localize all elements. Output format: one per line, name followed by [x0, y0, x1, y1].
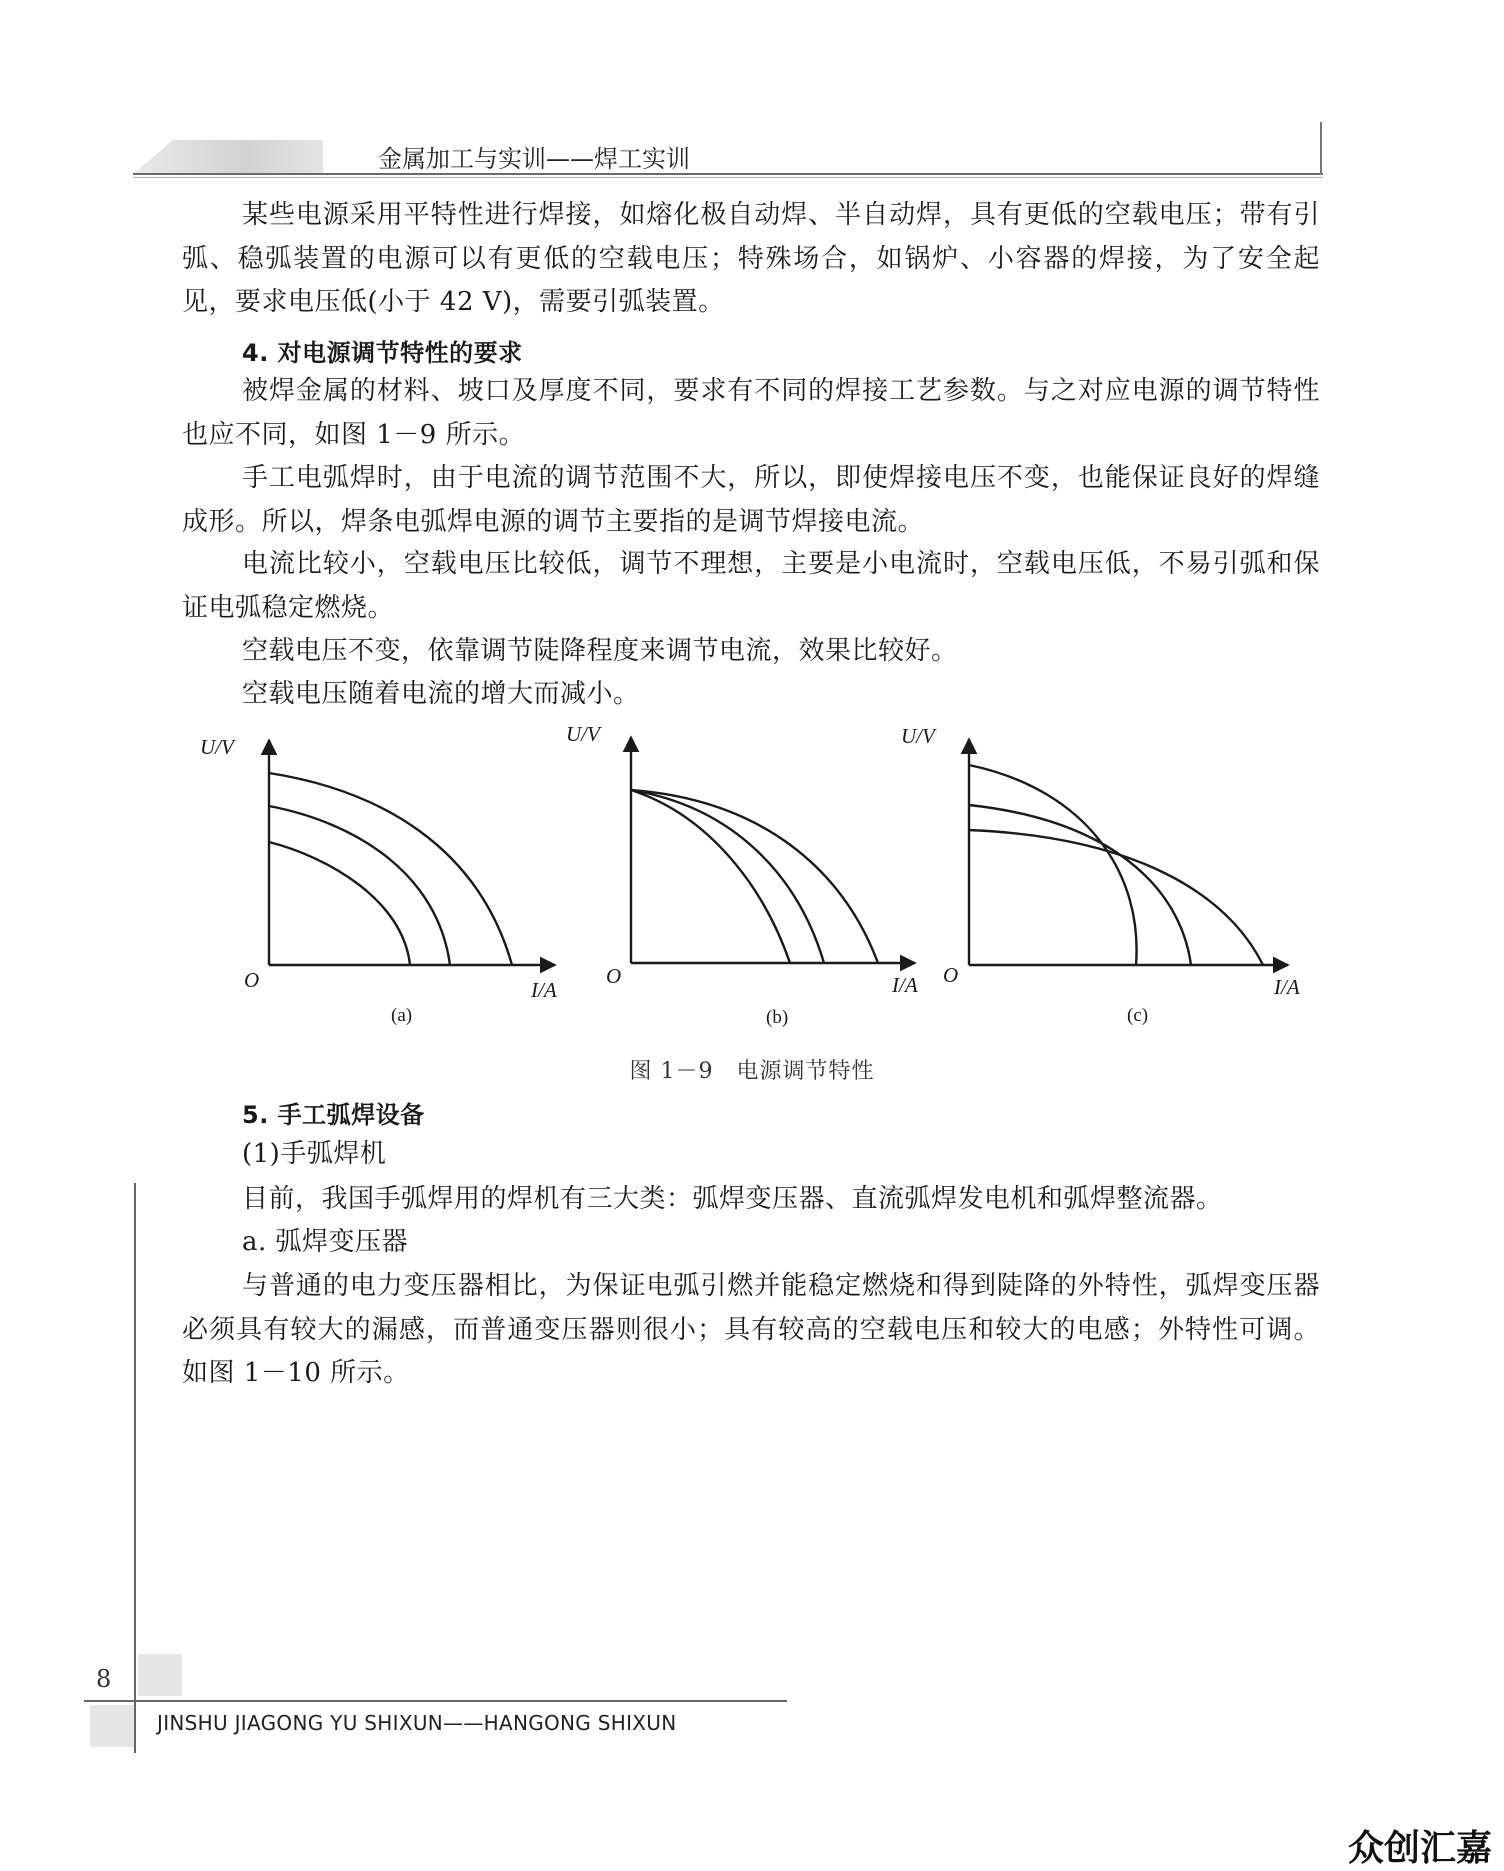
- footer-decoration-square: [90, 1705, 134, 1747]
- panel-a-x-label: I/A: [531, 978, 557, 1002]
- header-rule: [133, 173, 1323, 175]
- paragraph-figure-c-description: 空载电压随着电流的增大而减小。: [242, 679, 640, 709]
- paragraph-arc-welding-transformer: 与普通的电力变压器相比，为保证电弧引燃并能稳定燃烧和得到陡降的外特性，弧焊变压器必须具有较大的漏感，而普通变压器则很小；具有较高的空载电压和较大的电感；外特性可调。如图 1－10 所示。: [182, 1271, 1320, 1388]
- panel-c: [969, 739, 1288, 965]
- header-rule-thin: [133, 177, 1323, 178]
- panel-a: [269, 740, 555, 965]
- panel-b-curve-2: [631, 790, 824, 963]
- panel-b: [631, 737, 915, 963]
- panel-b-y-label: U/V: [566, 725, 600, 746]
- panel-a-curve-3: [269, 773, 512, 965]
- panel-a-label: (a): [391, 1005, 413, 1026]
- paragraph-welder-types: 目前，我国手弧焊用的焊机有三大类：弧焊变压器、直流弧焊发电机和弧焊整流器。: [242, 1184, 1223, 1214]
- subheading-arc-welding-transformer: a. 弧焊变压器: [242, 1227, 409, 1257]
- header-vertical-rule: [1320, 122, 1322, 175]
- panel-c-label: (c): [1127, 1005, 1149, 1026]
- figure-power-adjustment-characteristics: [188, 725, 1303, 1030]
- panel-a-curve-1: [269, 842, 410, 965]
- left-margin-rule: [134, 1183, 136, 1753]
- panel-c-origin-label: O: [943, 963, 959, 987]
- panel-b-x-label: I/A: [892, 973, 918, 997]
- figure-caption: 图 1－9 电源调节特性: [629, 1059, 875, 1084]
- panel-a-origin-label: O: [244, 968, 260, 992]
- running-header-title: 金属加工与实训——焊工实训: [378, 145, 690, 173]
- watermark: 众创汇嘉: [1348, 1828, 1493, 1869]
- paragraph-open-circuit-voltage: 某些电源采用平特性进行焊接，如熔化极自动焊、半自动焊，具有更低的空载电压；带有引弧、稳弧装置的电源可以有更低的空载电压；特殊场合，如锅炉、小容器的焊接，为了安全起见，要求电压低(小于 42 V)，需要引弧装置。: [182, 200, 1320, 317]
- panel-c-curve-3: [969, 830, 1263, 965]
- section-heading-5: 5. 手工弧焊设备: [242, 1101, 425, 1129]
- panel-b-curve-3: [631, 790, 878, 963]
- paragraph-adjustment-characteristics: 被焊金属的材料、坡口及厚度不同，要求有不同的焊接工艺参数。与之对应电源的调节特性也应不同，如图 1－9 所示。: [182, 376, 1320, 450]
- panel-b-label: (b): [766, 1007, 789, 1028]
- panel-c-y-label: U/V: [901, 725, 935, 748]
- running-footer-title: JINSHU JIAGONG YU SHIXUN——HANGONG SHIXUN: [157, 1711, 677, 1735]
- panel-c-curve-2: [969, 805, 1191, 965]
- paragraph-manual-arc-welding: 手工电弧焊时，由于电流的调节范围不大，所以，即使焊接电压不变，也能保证良好的焊缝成形。所以，焊条电弧焊电源的调节主要指的是调节焊接电流。: [182, 463, 1320, 537]
- panel-c-x-label: I/A: [1274, 975, 1300, 999]
- page-number: 8: [96, 1665, 112, 1693]
- paragraph-figure-a-description: 电流比较小，空载电压比较低，调节不理想，主要是小电流时，空载电压低，不易引弧和保证电弧稳定燃烧。: [182, 549, 1320, 623]
- footer-decoration-square: [138, 1654, 182, 1696]
- section-heading-4: 4. 对电源调节特性的要求: [242, 339, 523, 367]
- paragraph-figure-b-description: 空载电压不变，依靠调节陡降程度来调节电流，效果比较好。: [242, 636, 958, 666]
- panel-a-y-label: U/V: [200, 735, 234, 759]
- subheading-manual-arc-welder: (1)手弧焊机: [242, 1139, 387, 1169]
- panel-b-origin-label: O: [606, 964, 622, 988]
- header-decoration: [133, 140, 323, 174]
- footer-rule: [84, 1700, 787, 1702]
- panel-c-curve-1: [969, 765, 1137, 965]
